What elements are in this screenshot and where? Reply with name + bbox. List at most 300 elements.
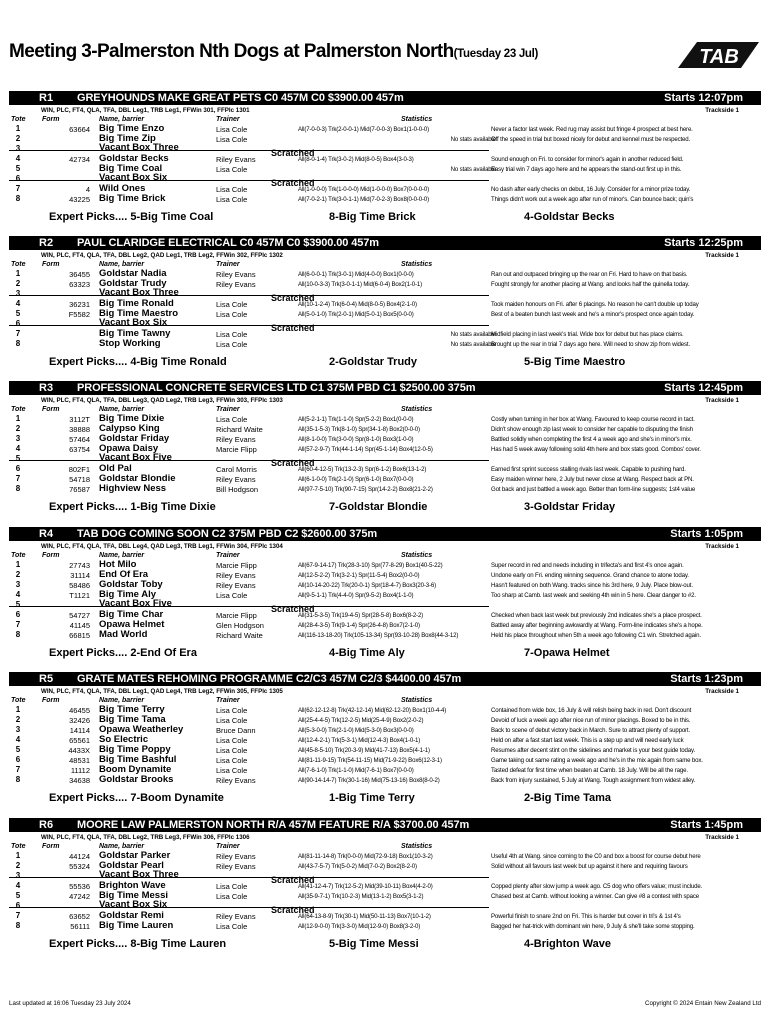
runner-trainer: Marcie Flipp (216, 445, 257, 454)
runner-name: Brighton Wave (99, 880, 166, 891)
runner-form: 55536 (69, 882, 90, 891)
runner-name: Big Time Tawny (99, 328, 171, 339)
race-header (9, 381, 761, 395)
runner-form: 63323 (69, 280, 90, 289)
tote-number: 3 (15, 871, 21, 880)
runner-name: Big Time Dixie (99, 413, 165, 424)
race-start-time: Starts 12:25pm (664, 237, 743, 249)
runner-name: Goldstar Nadia (99, 268, 167, 279)
last-updated: Last updated at 16:06 Tuesday 23 July 2024 (9, 1000, 131, 1007)
tote-number: 7 (15, 474, 21, 483)
column-header-name: Name, barrier (99, 116, 145, 123)
expert-picks-first (49, 356, 227, 368)
tote-number: 2 (15, 861, 21, 870)
runner-trainer: Carol Morris (216, 465, 257, 474)
runner-name: Big Time Zip (99, 133, 156, 144)
runner-trainer: Lisa Cole (216, 882, 248, 891)
expert-picks (9, 497, 761, 517)
column-header-trainer: Trainer (216, 116, 240, 123)
copyright: Copyright © 2024 Entain New Zealand Ltd (644, 1000, 761, 1007)
runner-trainer: Riley Evans (216, 155, 256, 164)
runner-statistics: All(5-3-0-0) Trk(2-1-0) Mid(5-3-0) Box3(0-0-0) (298, 727, 414, 734)
race-header (9, 818, 761, 832)
race-number: R5 (39, 673, 54, 685)
column-header-tote: Tote (11, 843, 26, 850)
runner-trainer: Lisa Cole (216, 415, 248, 424)
runner-comment: Earned first sprint success stalling rivals last week. Capable to pushing hard. (491, 466, 686, 473)
race-block (9, 672, 761, 808)
tote-number: 5 (15, 891, 21, 900)
race-name: PAUL CLARIDGE ELECTRICAL C0 457M C0 $3900.00 457m (77, 237, 379, 249)
column-header-tote: Tote (11, 552, 26, 559)
runner-name: Big Time Coal (99, 163, 163, 174)
runner-comment: Easy maiden winner here, 2 July but never close at Wang. Respect back at PN. (491, 476, 694, 483)
column-header-stats: Statistics (401, 261, 433, 268)
runner-statistics: All(5-0-1-0) Trk(2-0-1) Mid(5-0-1) Box5(0-0-0) (298, 311, 414, 318)
page-header (9, 38, 761, 74)
tab-logo (675, 38, 761, 72)
runner-statistics: All(8-0-1-4) Trk(3-0-2) Mid(8-0-5) Box4(3-0-3) (298, 156, 414, 163)
race-start-time: Starts 1:23pm (670, 673, 743, 685)
runner-name: Big Time Terry (99, 704, 165, 715)
tote-number: 5 (15, 164, 21, 173)
runner-name: Goldstar Pearl (99, 860, 164, 871)
runner-name: Goldstar Becks (99, 153, 169, 164)
race-block (9, 818, 761, 954)
expert-pick: 4-Brighton Wave (524, 938, 611, 950)
runner-statistics: All(9-5-1-1) Trk(4-4-0) Spr(9-5-2) Box4(1-1-0) (298, 592, 414, 599)
runner-trainer: Riley Evans (216, 475, 256, 484)
tote-number: 6 (15, 901, 21, 910)
tote-number: 1 (15, 124, 21, 133)
runner-comment: Bagged her hat-trick with dominant win here, 9 July & she'll take some stopping. (491, 923, 695, 930)
runner-comment: Got back and just battled a week ago. Better than form-line suggests; 1st4 value (491, 486, 696, 493)
runner-trainer: Riley Evans (216, 852, 256, 861)
runner-form: 63754 (69, 445, 90, 454)
runner-form: 802F1 (68, 465, 90, 474)
runner-form: 38888 (69, 425, 90, 434)
expert-pick: 7-Opawa Helmet (524, 647, 610, 659)
column-header-form: Form (42, 116, 60, 123)
runner-statistics: All(67-9-14-17) Trk(28-3-10) Spr(77-8-29) Box1(40-5-22) (298, 562, 443, 569)
runner-trainer: Lisa Cole (216, 340, 248, 349)
runner-trainer: Bill Hodgson (216, 485, 259, 494)
tote-number: 5 (15, 600, 21, 609)
runner-statistics: All(35-9-7-1) Trk(10-2-3) Mid(13-1-2) Box5(3-1-2) (298, 893, 424, 900)
expert-picks-label: Expert Picks.... (49, 501, 128, 513)
runner-name: Goldstar Trudy (99, 278, 167, 289)
runner-comment: Easy trial win 7 days ago here and he appears the stand-out first up in this. (491, 166, 682, 173)
runner-name: Big Time Enzo (99, 123, 165, 134)
runner-form: 76587 (69, 485, 90, 494)
tote-number: 3 (15, 144, 21, 153)
runner-form: 3112T (69, 415, 90, 424)
column-header-name: Name, barrier (99, 843, 145, 850)
scratched-label: Scratched (271, 323, 315, 333)
runner-name: Big Time Char (99, 609, 164, 620)
column-header-stats: Statistics (401, 843, 433, 850)
runner-statistics: All(81-11-9-15) Trk(54-11-15) Mid(71-9-22) Box6(12-3-1) (298, 757, 442, 764)
runner-trainer: Riley Evans (216, 270, 256, 279)
runner-form: T1121 (69, 591, 90, 600)
runner-comment: Costly when turning in her box at Wang. Favoured to keep course record in tact. (491, 416, 695, 423)
runner-comment: Super record in red and needs including in trifecta's and first 4's once again. (491, 562, 684, 569)
runner-statistics: All(10-0-3-3) Trk(3-0-1-1) Mid(6-0-4) Box2(1-0-1) (298, 281, 423, 288)
expert-picks-label: Expert Picks.... (49, 938, 128, 950)
runner-form: 57464 (69, 435, 90, 444)
column-header-stats: Statistics (401, 406, 433, 413)
runner-form: 46455 (69, 706, 90, 715)
runner-name: Boom Dynamite (99, 764, 172, 775)
runner-comment: Held his place throughout when 5th a week ago following C1 win. Stretched again. (491, 632, 701, 639)
expert-picks-first (49, 792, 224, 804)
runner-comment: Took maiden honours on Fri. after 6 placings. No reason he can't double up today (491, 301, 699, 308)
runner-statistics: All(90-14-14-7) Trk(30-1-16) Mid(75-13-16) Box8(8-0-2) (298, 777, 440, 784)
runner-comment: Too sharp at Camb. last week and seeking 4th win in 5 here. Clear danger to #2. (491, 592, 696, 599)
race-start-time: Starts 12:45pm (664, 382, 743, 394)
scratched-label: Scratched (271, 905, 315, 915)
race-number: R1 (39, 92, 54, 104)
tote-number: 8 (15, 484, 21, 493)
runner-name: Mad World (99, 629, 148, 640)
runner-statistics: All(60-4-12-5) Trk(13-2-3) Spr(6-1-2) Box6(13-1-2) (298, 466, 427, 473)
runner-name: Big Time Brick (99, 193, 166, 204)
runner-name: Vacant Box Three (99, 869, 179, 880)
column-header-trainer: Trainer (216, 552, 240, 559)
expert-pick: 4-Goldstar Becks (524, 211, 615, 223)
runner-name: Opawa Daisy (99, 443, 159, 454)
runner-statistics: All(6-0-0-1) Trk(3-0-1) Mid(4-0-0) Box1(0-0-0) (298, 271, 414, 278)
expert-pick: 1-Big Time Terry (329, 792, 415, 804)
tote-number: 1 (15, 705, 21, 714)
runner-name: Goldstar Friday (99, 433, 170, 444)
runner-form: 63664 (69, 125, 90, 134)
race-bet-types (9, 250, 761, 260)
expert-picks-label: Expert Picks.... (49, 211, 128, 223)
race-header (9, 672, 761, 686)
race-number: R4 (39, 528, 54, 540)
runner-statistics: All(7-0-2-1) Trk(3-0-1-1) Mid(7-0-2-3) Box8(0-0-0-0) (298, 196, 430, 203)
runner-name: Goldstar Brooks (99, 774, 174, 785)
runner-comment: Things didn't work out a week ago after run of minor's. Can bounce back; quin's (491, 196, 694, 203)
runner-comment: Hasn't featured on both Wang. tracks since his 3rd here, 9 July. Place blow-out. (491, 582, 693, 589)
expert-picks-first (49, 501, 216, 513)
expert-pick: 2-End Of Era (130, 647, 197, 659)
tote-number: 7 (15, 184, 21, 193)
expert-picks-first (49, 647, 197, 659)
runner-statistics: All(62-12-12-8) Trk(42-12-14) Mid(62-12-20) Box1(10-4-4) (298, 707, 447, 714)
runner-comment: Never a factor last week. Red rug may assist but fringe 4 prospect at best here. (491, 126, 693, 133)
runner-trainer: Lisa Cole (216, 165, 248, 174)
runner-comment: Tasted defeat for first time when beaten at Camb. 18 July. Will be all the rage. (491, 767, 688, 774)
runner-comment: Didn't show enough zip last week to consider her capable to disputing the finish (491, 426, 693, 433)
strikethrough-line (9, 907, 489, 908)
runner-statistics: All(35-1-5-3) Trk(8-1-0) Spr(34-1-8) Box2(0-0-0) (298, 426, 420, 433)
runner-comment: Contained from wide box, 16 July & will relish being back in red. Don't discount (491, 707, 692, 714)
bet-types-text: WIN, PLC, FT4, QLA, TFA, DBL Leg2, QAD Leg1, TRB Leg2, FFWin 302, FFPlc 1302 (41, 252, 283, 259)
expert-pick: 5-Big Time Maestro (524, 356, 626, 368)
tote-number: 7 (15, 620, 21, 629)
column-header-name: Name, barrier (99, 697, 145, 704)
runner-trainer: Richard Waite (216, 631, 263, 640)
expert-picks (9, 643, 761, 663)
tote-number: 4 (15, 735, 21, 744)
runner-statistics: All(45-8-5-10) Trk(20-3-9) Mid(41-7-13) Box5(4-1-1) (298, 747, 430, 754)
runner-trainer: Riley Evans (216, 581, 256, 590)
runner-statistics: All(64-13-8-9) Trk(30-1) Mid(50-11-13) Box7(10-1-2) (298, 913, 431, 920)
runner-name: Goldstar Toby (99, 579, 163, 590)
runner-trainer: Lisa Cole (216, 892, 248, 901)
runner-comment: Powerful finish to snare 2nd on Fri. This is harder but cover in tri's & 1st 4's (491, 913, 681, 920)
tote-number: 5 (15, 745, 21, 754)
expert-pick: 7-Boom Dynamite (130, 792, 224, 804)
column-header-stats: Statistics (401, 116, 433, 123)
race-name: PROFESSIONAL CONCRETE SERVICES LTD C1 375M PBD C1 $2500.00 375m (77, 382, 476, 394)
runner-comment: Ran out and outpaced bringing up the rear on Fri. Hard to have on that basis. (491, 271, 688, 278)
runner-comment: No dash after early checks on debut, 16 July. Consider for a minor prize today. (491, 186, 691, 193)
runner-name: So Electric (99, 734, 149, 745)
runner-comment: Copped plenty after slow jump a week ago. C5 dog who offers value; must include. (491, 883, 703, 890)
runner-statistics: All(1-0-0-0) Trk(1-0-0-0) Mid(1-0-0-0) Box7(0-0-0-0) (298, 186, 430, 193)
runner-form: 44124 (69, 852, 90, 861)
runner-row (9, 195, 761, 205)
runner-form: 4 (85, 185, 90, 194)
trackside-channel: Trackside 1 (705, 107, 739, 114)
tote-number: 6 (15, 319, 21, 328)
runner-form: 4433X (68, 746, 90, 755)
runner-statistics: All(116-13-18-20) Trk(105-13-34) Spr(93-10-28) Box8(44-3-12) (298, 632, 459, 639)
runner-statistics: All(28-4-3-5) Trk(9-1-4) Spr(26-4-8) Box7(2-1-0) (298, 622, 420, 629)
runner-statistics: All(97-7-5-10) Trk(90-7-15) Spr(14-2-2) Box8(21-2-2) (298, 486, 433, 493)
runner-name: Vacant Box Three (99, 142, 179, 153)
runner-form: 42734 (69, 155, 90, 164)
runner-name: Big Time Poppy (99, 744, 171, 755)
runner-comment: Chased best at Camb. without looking a winner. Can give #8 a contest with space (491, 893, 699, 900)
bet-types-text: WIN, PLC, FT4, QLA, TFA, DBL Leg1, TRB Leg1, FFWin 301, FFPlc 1301 (41, 107, 250, 114)
expert-pick: 5-Big Time Coal (130, 211, 214, 223)
column-header-tote: Tote (11, 406, 26, 413)
bet-types-text: WIN, PLC, FT4, QLA, TFA, DBL Leg2, TRB Leg3, FFWin 306, FFPlc 1306 (41, 834, 250, 841)
race-start-time: Starts 12:07pm (664, 92, 743, 104)
runner-trainer: Riley Evans (216, 776, 256, 785)
runner-name: Big Time Messi (99, 890, 168, 901)
runner-name: Big Time Lauren (99, 920, 174, 931)
bet-types-text: WIN, PLC, FT4, QLA, TFA, DBL Leg1, QAD Leg4, TRB Leg2, FFWin 305, FFPlc 1305 (41, 688, 283, 695)
trackside-channel: Trackside 1 (705, 252, 739, 259)
runner-name: Wild Ones (99, 183, 146, 194)
runner-trainer: Glen Hodgson (216, 621, 264, 630)
tote-number: 4 (15, 444, 21, 453)
bet-types-text: WIN, PLC, FT4, QLA, TFA, DBL Leg4, QAD Leg3, TRB Leg1, FFWin 304, FFPlc 1304 (41, 543, 283, 550)
expert-pick: 3-Goldstar Friday (524, 501, 616, 513)
runner-row (9, 776, 761, 786)
tote-number: 4 (15, 154, 21, 163)
tote-number: 2 (15, 279, 21, 288)
runner-name: Vacant Box Five (99, 598, 172, 609)
runner-trainer: Lisa Cole (216, 330, 248, 339)
runner-name: Vacant Box Six (99, 899, 168, 910)
tab-logo-icon (675, 38, 761, 72)
race-name: MOORE LAW PALMERSTON NORTH R/A 457M FEATURE R/A $3700.00 457m (77, 819, 470, 831)
tote-number: 4 (15, 881, 21, 890)
runner-name: Goldstar Remi (99, 910, 164, 921)
trackside-channel: Trackside 1 (705, 397, 739, 404)
runner-name: Big Time Maestro (99, 308, 179, 319)
runner-comment: Best of a beaten bunch last week and he's a minor's prospect once again today. (491, 311, 695, 318)
tote-number: 3 (15, 434, 21, 443)
runner-statistics: All(81-11-14-8) Trk(0-0-0) Mid(72-9-18) Box1(10-3-2) (298, 853, 433, 860)
runner-statistics: All(6-1-0-0) Trk(2-1-0) Spr(6-1-0) Box7(0-0-0) (298, 476, 414, 483)
runner-trainer: Riley Evans (216, 912, 256, 921)
race-block (9, 381, 761, 517)
column-header-tote: Tote (11, 697, 26, 704)
expert-pick: 5-Big Time Messi (329, 938, 419, 950)
runner-comment: Game taking out same rating a week ago and he's in the mix again from same box. (491, 757, 703, 764)
column-header-name: Name, barrier (99, 552, 145, 559)
scratched-label: Scratched (271, 178, 315, 188)
expert-picks-first (49, 211, 213, 223)
runner-trainer: Marcie Flipp (216, 561, 257, 570)
column-header-form: Form (42, 843, 60, 850)
runner-statistics: No stats available (450, 136, 496, 143)
runner-comment: Sound enough on Fri. to consider for minor's again in another reduced field. (491, 156, 684, 163)
race-header (9, 91, 761, 105)
meeting-title: Meeting 3-Palmerston Nth Dogs at Palmerston North (9, 41, 454, 62)
tote-number: 8 (15, 194, 21, 203)
runner-statistics: All(31-5-3-5) Trk(19-4-5) Spr(28-5-8) Box6(8-2-2) (298, 612, 424, 619)
runner-comment: Checked when back last week but previously 2nd indicates she's a place prospect. (491, 612, 702, 619)
svg-text:TAB: TAB (699, 46, 739, 68)
runner-form: 31114 (70, 571, 90, 580)
runner-name: Opawa Weatherley (99, 724, 184, 735)
trackside-channel: Trackside 1 (705, 834, 739, 841)
runner-comment: Devoid of luck a week ago after nice run of minor placings. Boxed to be in this. (491, 717, 691, 724)
scratched-label: Scratched (271, 875, 315, 885)
runner-statistics: All(8-1-0-0) Trk(3-0-0) Spr(8-1-0) Box3(1-0-0) (298, 436, 414, 443)
race-name: GREYHOUNDS MAKE GREAT PETS C0 457M C0 $3900.00 457m (77, 92, 404, 104)
tote-number: 8 (15, 775, 21, 784)
expert-picks (9, 934, 761, 954)
tote-number: 6 (15, 755, 21, 764)
race-number: R6 (39, 819, 54, 831)
runner-statistics: All(57-2-9-7) Trk(44-1-14) Spr(45-1-14) Box4(12-0-5) (298, 446, 433, 453)
tote-number: 3 (15, 580, 21, 589)
strikethrough-line (9, 180, 489, 181)
runner-statistics: All(10-1-2-4) Trk(6-0-4) Mid(8-0-5) Box4(2-1-0) (298, 301, 417, 308)
runner-statistics: No stats available (450, 166, 496, 173)
runner-statistics: All(7-6-1-0) Trk(1-1-0) Mid(7-6-1) Box7(0-0-0) (298, 767, 414, 774)
expert-picks-first (49, 938, 226, 950)
runner-trainer: Riley Evans (216, 280, 256, 289)
expert-pick: 4-Big Time Ronald (130, 356, 227, 368)
runner-trainer: Lisa Cole (216, 310, 248, 319)
tote-number: 2 (15, 424, 21, 433)
runner-trainer: Riley Evans (216, 862, 256, 871)
runner-statistics: All(12-4-2-1) Trk(5-3-1) Mid(12-4-3) Box4(1-0-1) (298, 737, 421, 744)
race-number: R2 (39, 237, 54, 249)
runner-trainer: Riley Evans (216, 435, 256, 444)
runner-comment: Undone early on Fri. ending winning sequence. Grand chance to atone today. (491, 572, 689, 579)
expert-pick: 4-Big Time Aly (329, 647, 405, 659)
runner-trainer: Lisa Cole (216, 736, 248, 745)
runner-form: 43225 (69, 195, 90, 204)
tote-number: 3 (15, 289, 21, 298)
runner-statistics: All(41-12-4-7) Trk(12-5-2) Mid(39-10-11) Box4(4-2-0) (298, 883, 433, 890)
expert-picks-label: Expert Picks.... (49, 356, 128, 368)
runner-statistics: All(7-0-0-3) Trk(2-0-0-1) Mid(7-0-0-3) Box1(1-0-0-0) (298, 126, 430, 133)
expert-picks-label: Expert Picks.... (49, 792, 128, 804)
strikethrough-line (9, 325, 489, 326)
runner-trainer: Lisa Cole (216, 922, 248, 931)
race-bet-types (9, 541, 761, 551)
runner-comment: Back from injury sustained, 5 July at Wang. Tough assignment from widest alley. (491, 777, 696, 784)
runner-name: Goldstar Parker (99, 850, 171, 861)
runner-form: 47242 (69, 892, 90, 901)
runner-comment: Held on after a fast start last week. This is a step up and will need early luck (491, 737, 684, 744)
runner-form: 27743 (69, 561, 90, 570)
runner-trainer: Lisa Cole (216, 135, 248, 144)
tote-number: 2 (15, 570, 21, 579)
runner-name: Vacant Box Five (99, 452, 172, 463)
runner-trainer: Lisa Cole (216, 185, 248, 194)
strikethrough-line (9, 150, 489, 151)
runner-form: 65561 (69, 736, 90, 745)
runner-name: Opawa Helmet (99, 619, 165, 630)
tote-number: 7 (15, 329, 21, 338)
tote-number: 6 (15, 174, 21, 183)
tote-number: 1 (15, 851, 21, 860)
runner-form: 32426 (69, 716, 90, 725)
strikethrough-line (9, 877, 489, 878)
runner-trainer: Lisa Cole (216, 300, 248, 309)
expert-picks (9, 207, 761, 227)
column-header-stats: Statistics (401, 697, 433, 704)
runner-form: 36455 (69, 270, 90, 279)
tote-number: 1 (15, 414, 21, 423)
runner-form: 56111 (70, 922, 90, 931)
column-header-trainer: Trainer (216, 406, 240, 413)
runner-form: 63652 (69, 912, 90, 921)
column-header-form: Form (42, 697, 60, 704)
runner-trainer: Lisa Cole (216, 716, 248, 725)
race-header (9, 236, 761, 250)
runner-statistics: No stats available (450, 341, 496, 348)
column-header-stats: Statistics (401, 552, 433, 559)
runner-comment: Useful 4th at Wang. since coming to the C0 and box a boost for course debut here (491, 853, 701, 860)
expert-pick: 7-Goldstar Blondie (329, 501, 428, 513)
trackside-channel: Trackside 1 (705, 543, 739, 550)
expert-picks (9, 788, 761, 808)
race-start-time: Starts 1:45pm (670, 819, 743, 831)
tote-number: 5 (15, 309, 21, 318)
race-name: TAB DOG COMING SOON C2 375M PBD C2 $2600.00 375m (77, 528, 378, 540)
runner-name: Big Time Tama (99, 714, 166, 725)
column-header-trainer: Trainer (216, 843, 240, 850)
runner-form: 54727 (69, 611, 90, 620)
runner-statistics: All(12-9-0-0) Trk(3-3-0) Mid(12-9-0) Box8(3-2-0) (298, 923, 421, 930)
runner-form: 41145 (69, 621, 90, 630)
column-header-tote: Tote (11, 116, 26, 123)
scratched-label: Scratched (271, 148, 315, 158)
strikethrough-line (9, 295, 489, 296)
tote-number: 8 (15, 339, 21, 348)
runner-trainer: Lisa Cole (216, 756, 248, 765)
tote-number: 6 (15, 610, 21, 619)
scratched-label: Scratched (271, 458, 315, 468)
runner-trainer: Bruce Dann (216, 726, 256, 735)
race-block (9, 236, 761, 372)
runner-comment: Has had 5 week away following solid 4th here and box stats good. Combos' cover. (491, 446, 701, 453)
